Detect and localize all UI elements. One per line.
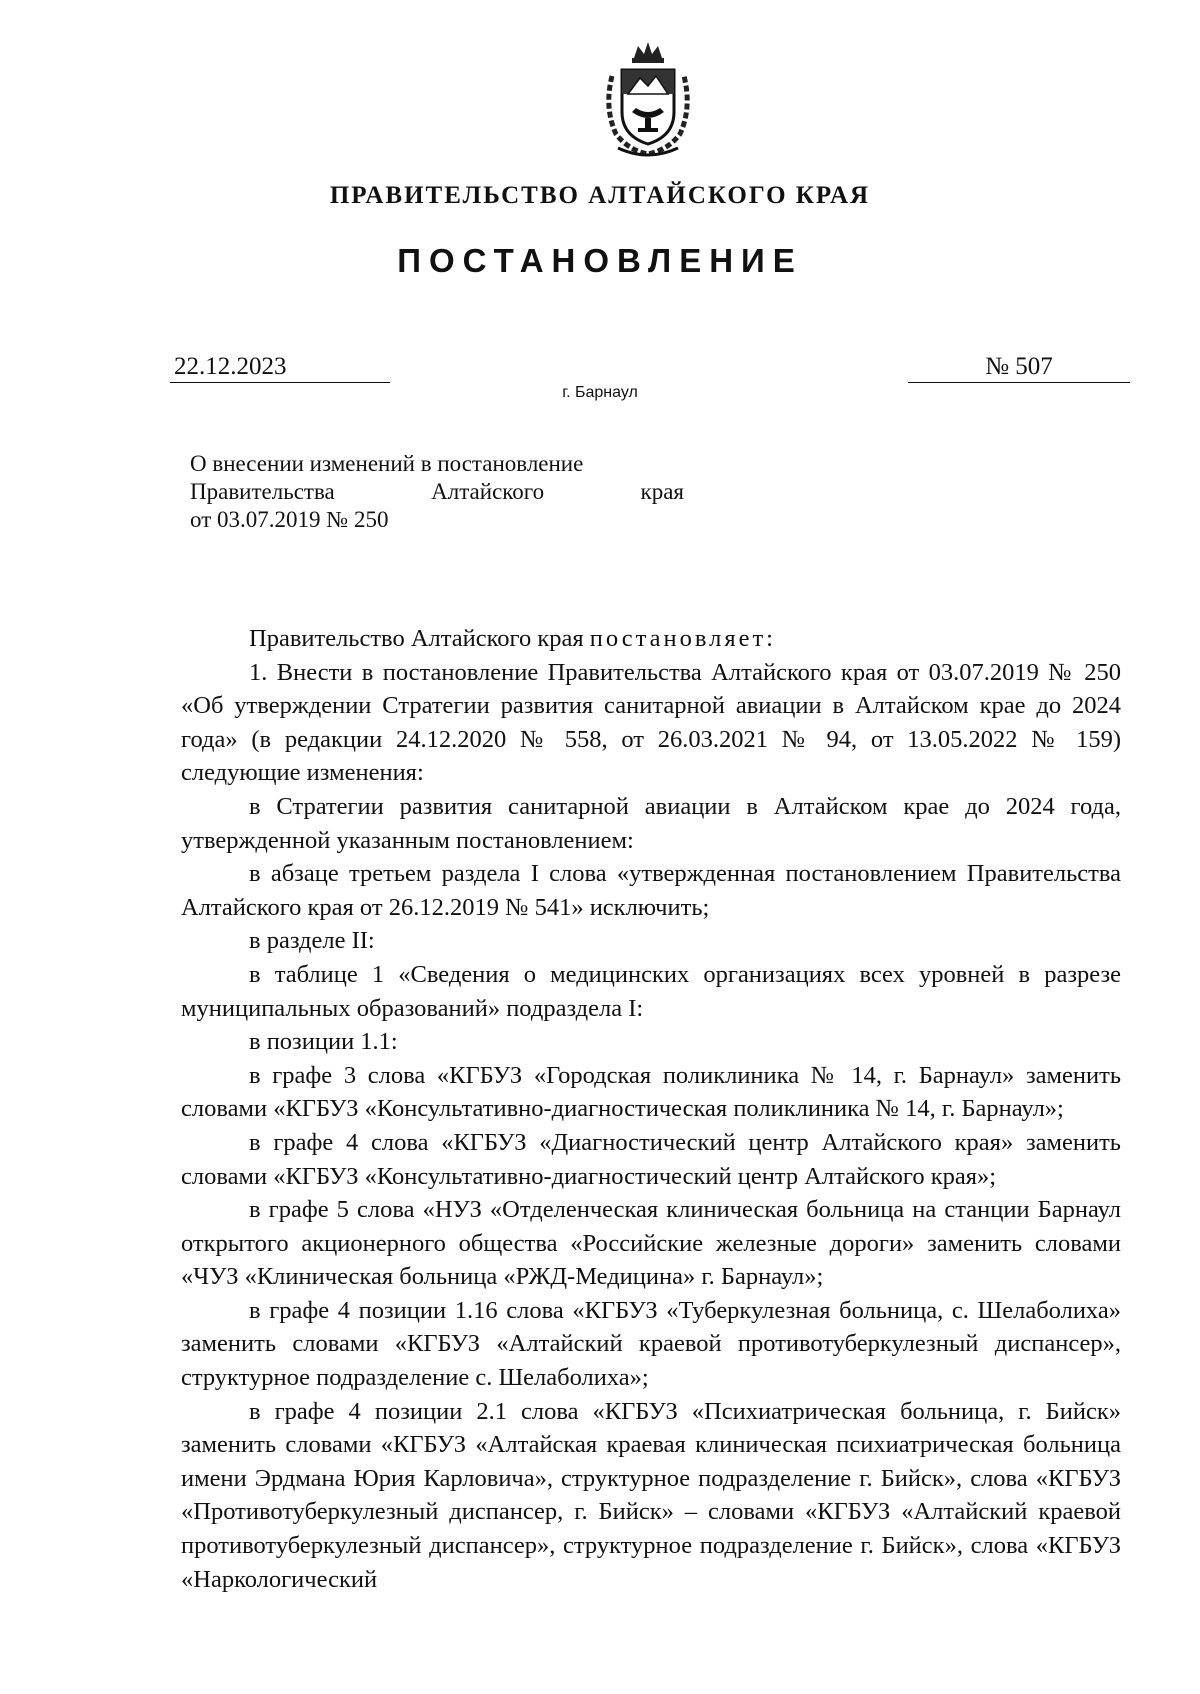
document-number: № 507: [908, 352, 1130, 383]
document-date: 22.12.2023: [170, 352, 390, 383]
subject-line-2: Правительства Алтайского края: [190, 479, 684, 504]
body-paragraph: в Стратегии развития санитарной авиации в Алтайском крае до 2024 года, утвержденной указанным постановлением:: [181, 792, 1121, 854]
document-city: г. Барнаул: [562, 384, 638, 401]
document-body: [181, 622, 1121, 1596]
body-paragraph: в позиции 1.1:: [249, 1028, 398, 1056]
government-name: ПРАВИТЕЛЬСТВО АЛТАЙСКОГО КРАЯ: [329, 182, 871, 209]
subject-line-1: О внесении изменений в постановление: [190, 451, 584, 476]
document-subject: [190, 450, 684, 534]
body-paragraph: в графе 5 слова «НУЗ «Отделенческая клиническая больница на станции Барнаул открытого акционерного общества «Российские железные дороги» заменить словами «ЧУЗ «Клиническая больница «РЖД-Медицина» г. Барнаул»;: [181, 1196, 1121, 1291]
body-paragraph: в графе 4 позиции 2.1 слова «КГБУЗ «Психиатрическая больница, г. Бийск» заменить словами «КГБУЗ «Алтайская краевая клиническая психиатрическая больница имени Эрдмана Юрия Карловича», структурное подразделение г. Бийск», слова «КГБУЗ «Противотуберкулезный диспансер, г. Бийск» – словами «КГБУЗ «Алтайский краевой противотуберкулезный диспансер», структурное подразделение г. Бийск», слова «КГБУЗ «Наркологический: [181, 1397, 1121, 1593]
coat-of-arms-emblem: [598, 38, 698, 160]
document-type-title: ПОСТАНОВЛЕНИЕ: [397, 242, 803, 279]
intro-lead: Правительство Алтайского края: [249, 625, 590, 652]
body-paragraph: в графе 4 позиции 1.16 слова «КГБУЗ «Туберкулезная больница, с. Шелаболиха» заменить словами «КГБУЗ «Алтайский краевой противотуберкулезный диспансер», структурное подразделение с. Шелаболиха»;: [181, 1296, 1121, 1392]
body-paragraph: в абзаце третьем раздела I слова «утвержденная постановлением Правительства Алтайского края от 26.12.2019 № 541» исключить;: [181, 860, 1121, 921]
subject-line-3: от 03.07.2019 № 250: [190, 507, 389, 532]
body-paragraph: в таблице 1 «Сведения о медицинских организациях всех уровней в разрезе муниципальных образований» подраздела I:: [181, 960, 1121, 1022]
resolution-intro: [181, 622, 1121, 656]
coat-of-arms-icon: [598, 38, 698, 160]
body-paragraph: в графе 4 слова «КГБУЗ «Диагностический центр Алтайского края» заменить словами «КГБУЗ «Консультативно-диагностический центр Алтайского края»;: [181, 1128, 1121, 1190]
body-paragraph: в разделе II:: [249, 927, 375, 955]
body-paragraph: 1. Внести в постановление Правительства Алтайского края от 03.07.2019 № 250 «Об утверждении Стратегии развития санитарной авиации в Алтайском крае до 2024 года» (в редакции 24.12.2020 № 558, от 26.03.2021 № 94, от 13.05.2022 № 159) следующие изменения:: [181, 658, 1121, 787]
body-paragraph: в графе 3 слова «КГБУЗ «Городская поликлиника № 14, г. Барнаул» заменить словами «КГБУЗ «Консультативно-диагностическая поликлиника № 14, г. Барнаул»;: [181, 1061, 1121, 1123]
intro-verb: постановляет:: [589, 625, 776, 652]
